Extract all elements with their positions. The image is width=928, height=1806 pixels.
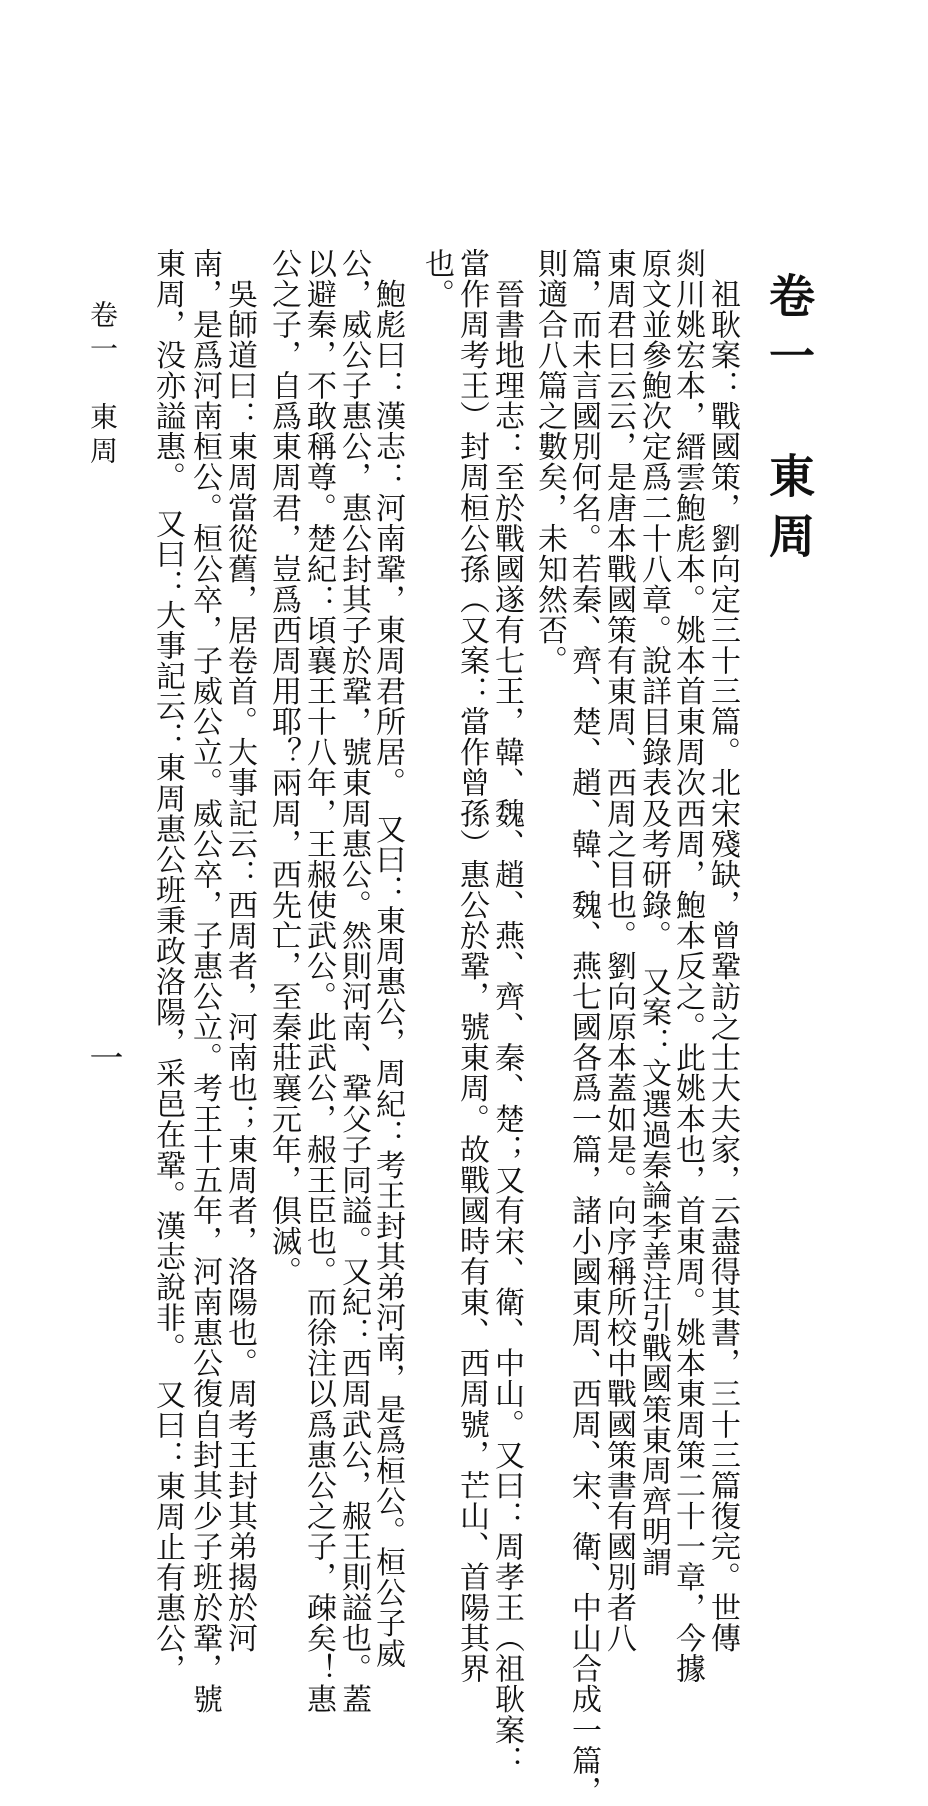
text-column-14: 吳師道曰：東周當從舊，居卷首。大事記云：西周者，河南也；東周者，洛陽也。周考王封其弟揭於河 bbox=[222, 248, 257, 1654]
text-column-1: 祖耿案：戰國策，劉向定三十三篇。北宋殘缺，曾鞏訪之士大夫家，云盡得其書，三十三篇復完。世傳 bbox=[705, 248, 740, 1654]
text-column-10: 鮑彪曰：漢志：河南鞏，東周君所居。 又曰：東周惠公，周紀：考王封其弟河南，是爲桓公。桓公子威 bbox=[370, 248, 405, 1669]
text-column-8: 當作周考王）封周桓公孫（又案：當作曾孫）惠公於鞏，號東周。故戰國時有東、西周號，芒山、首陽其界 bbox=[454, 248, 489, 1684]
text-column-7: 晉書地理志：至於戰國遂有七王，韓、魏、趙、燕、齊、秦、楚；又有宋、衛、中山。又曰：周孝王（祖耿案： bbox=[489, 248, 524, 1776]
text-column-2: 剡川姚宏本，縉雲鮑彪本。姚本首東周次西周，鮑本反之。此姚本也，首東周。姚本東周策二十一章，今據 bbox=[670, 248, 705, 1684]
text-column-6: 則適合八篇之數矣，未知然否。 bbox=[532, 248, 567, 676]
running-head: 卷一 東周 bbox=[86, 300, 119, 470]
text-column-9: 也。 bbox=[419, 248, 454, 310]
text-column-4: 東周君曰云云，是唐本戰國策有東周、西周之目也。劉向原本蓋如是。向序稱所校中戰國策書有國別者八 bbox=[601, 248, 636, 1654]
chapter-title: 卷一 東周 bbox=[762, 272, 816, 572]
text-column-11: 公，威公子惠公，惠公封其子於鞏，號東周惠公。然則河南、鞏父子同謚。又紀：西周武公，赧王則謚也。蓋 bbox=[336, 248, 371, 1715]
text-column-16: 東周，没亦謚惠。 又曰：大事記云：東周惠公班秉政洛陽，采邑在鞏。漢志說非。 又曰：東周止有惠公， bbox=[150, 248, 185, 1685]
page-number: 一 bbox=[83, 1040, 123, 1075]
text-column-13: 公之子，自爲東周君，豈爲西周用耶？兩周，西先亡，至秦莊襄元年，俱滅。 bbox=[266, 248, 301, 1287]
text-column-15: 南，是爲河南桓公。桓公卒，子威公立。威公卒，子惠公立。考王十五年，河南惠公復自封其少子班於鞏，號 bbox=[187, 248, 222, 1715]
text-column-3: 原文並參鮑次定爲二十八章。說詳目錄表及考研錄。 又案：文選過秦論李善注引戰國策東周齊明謂 bbox=[636, 248, 671, 1578]
text-column-12: 以避秦，不敢稱尊。楚紀：頃襄王十八年，王赧使武公。此武公，赧王臣也。而徐注以爲惠公之子，疎矣！惠 bbox=[301, 248, 336, 1715]
text-column-5: 篇，而未言國別何名。若秦、齊、楚、趙、韓、魏、燕七國各爲一篇，諸小國東周、西周、宋、衛、中山合成一篇， bbox=[566, 248, 601, 1806]
